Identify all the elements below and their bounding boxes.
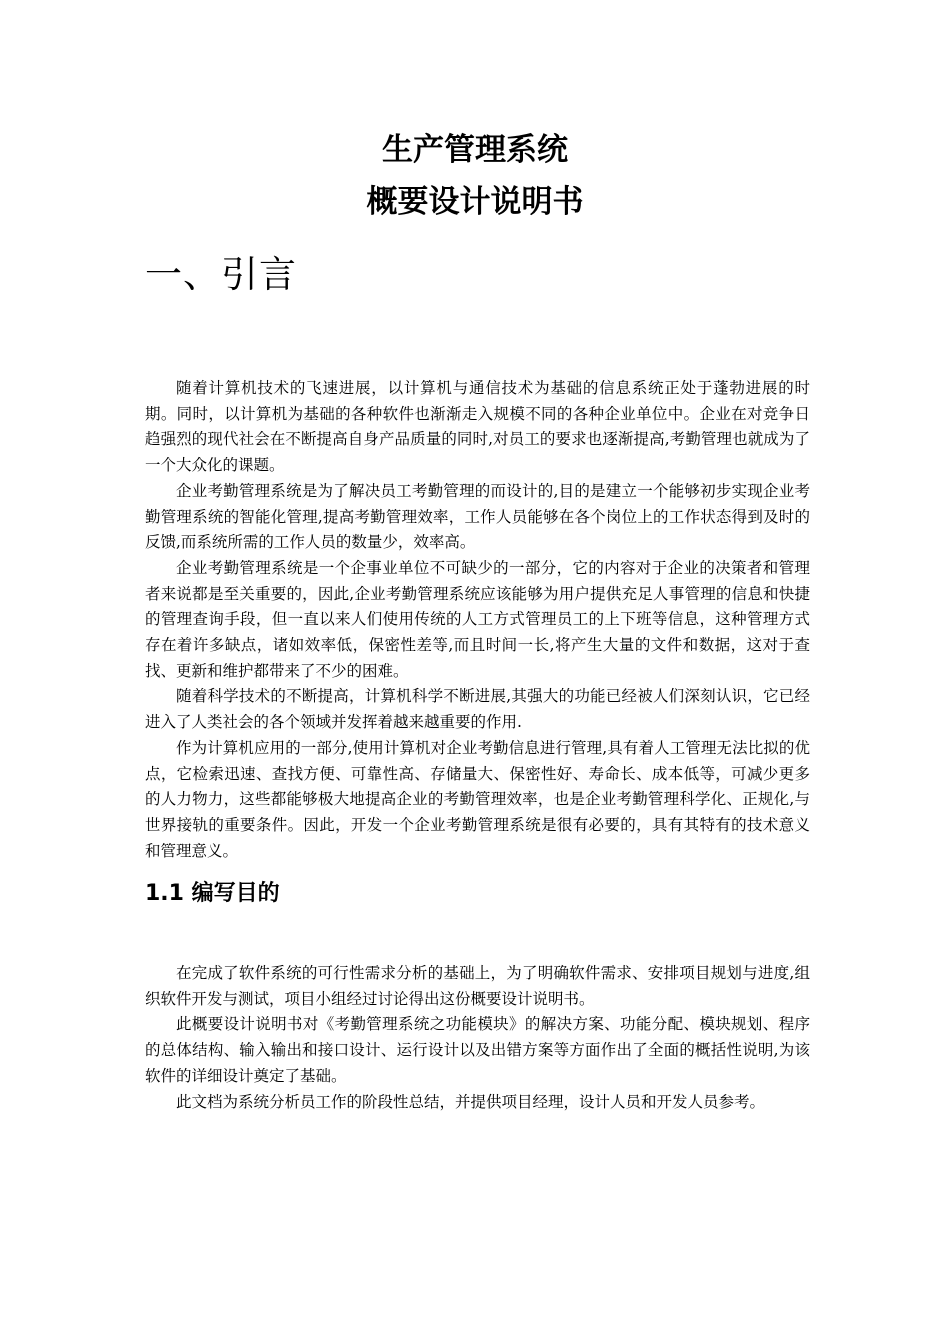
section-heading-introduction: 一、引言 bbox=[145, 253, 297, 296]
paragraph: 此文档为系统分析员工作的阶段性总结，并提供项目经理，设计人员和开发人员参考。 bbox=[176, 1092, 766, 1111]
purpose-body bbox=[145, 961, 810, 1115]
paragraph: 在完成了软件系统的可行性需求分析的基础上，为了明确软件需求、安排项目规划与进度,组织软件开发与测试，项目小组经过讨论得出这份概要设计说明书。 bbox=[145, 964, 810, 1008]
paragraph: 企业考勤管理系统是一个企事业单位不可缺少的一部分，它的内容对于企业的决策者和管理者来说都是至关重要的，因此,企业考勤管理系统应该能够为用户提供充足人事管理的信息和快捷的管理查询手段，但一直以来人们使用传统的人工方式管理员工的上下班等信息，这种管理方式存在着许多缺点，诸如效率低，保密性差等,而且时间一长,将产生大量的文件和数据，这对于查找、更新和维护都带来了不少的困难。 bbox=[145, 558, 810, 680]
section-heading-purpose: 1.1 编写目的 bbox=[145, 881, 280, 906]
paragraph: 作为计算机应用的一部分,使用计算机对企业考勤信息进行管理,具有着人工管理无法比拟的优点，它检索迅速、查找方便、可靠性高、存储量大、保密性好、寿命长、成本低等，可减少更多的人力物力，这些都能够极大地提高企业的考勤管理效率，也是企业考勤管理科学化、正规化,与世界接轨的重要条件。因此，开发一个企业考勤管理系统是很有必要的，具有其特有的技术意义和管理意义。 bbox=[145, 738, 810, 860]
paragraph: 随着计算机技术的飞速进展，以计算机与通信技术为基础的信息系统正处于蓬勃进展的时期。同时，以计算机为基础的各种软件也渐渐走入规模不同的各种企业单位中。企业在对竞争日趋强烈的现代社会在不断提高自身产品质量的同时,对员工的要求也逐渐提高,考勤管理也就成为了一个大众化的课题。 bbox=[145, 379, 810, 475]
document-title-line2: 概要设计说明书 bbox=[366, 184, 584, 220]
document-title-line1: 生产管理系统 bbox=[382, 132, 568, 168]
paragraph: 随着科学技术的不断提高，计算机科学不断进展,其强大的功能已经被人们深刻认识，它已经进入了人类社会的各个领域并发挥着越来越重要的作用. bbox=[145, 687, 810, 732]
paragraph: 此概要设计说明书对《考勤管理系统之功能模块》的解决方案、功能分配、模块规划、程序的总体结构、输入输出和接口设计、运行设计以及出错方案等方面作出了全面的概括性说明,为该软件的详细设计奠定了基础。 bbox=[145, 1015, 810, 1085]
introduction-body bbox=[145, 376, 810, 864]
paragraph: 企业考勤管理系统是为了解决员工考勤管理的而设计的,目的是建立一个能够初步实现企业考勤管理系统的智能化管理,提高考勤管理效率，工作人员能够在各个岗位上的工作状态得到及时的反馈,而系统所需的工作人员的数量少，效率高。 bbox=[145, 481, 810, 552]
